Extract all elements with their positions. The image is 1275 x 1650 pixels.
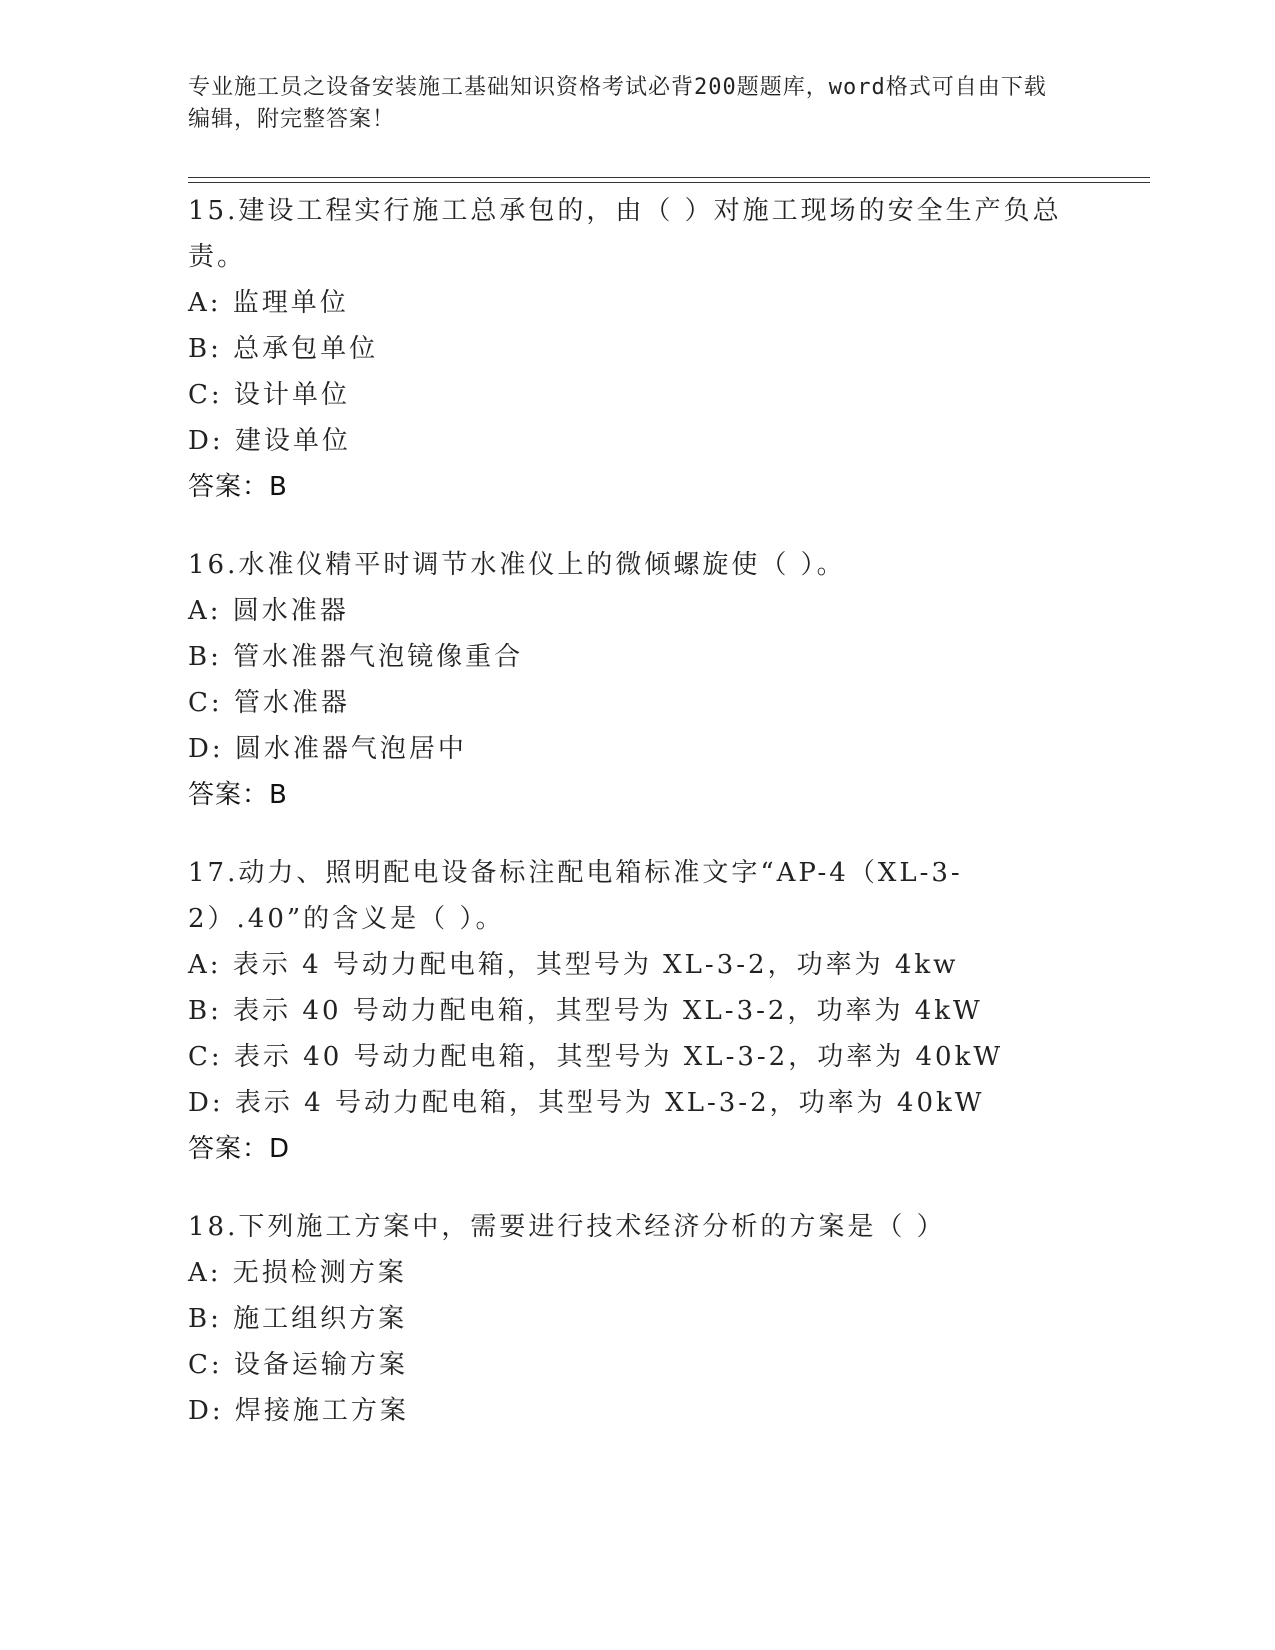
- option-b: B: 管水准器气泡镜像重合: [188, 642, 524, 672]
- question-15: [188, 188, 1088, 510]
- option-a: A: 无损检测方案: [188, 1258, 407, 1288]
- option-c: C: 设备运输方案: [188, 1350, 408, 1380]
- header-divider-top: [188, 177, 1150, 178]
- question-stem: 15.建设工程实行施工总承包的，由（ ）对施工现场的安全生产负总责。: [188, 196, 1062, 272]
- option-a: A: 监理单位: [188, 288, 349, 318]
- option-a: A: 表示 4 号动力配电箱，其型号为 XL-3-2，功率为 4kw: [188, 950, 959, 980]
- answer: 答案：D: [188, 1134, 291, 1164]
- question-stem: 16.水准仪精平时调节水准仪上的微倾螺旋使（ ）。: [188, 550, 846, 580]
- document-header: 专业施工员之设备安装施工基础知识资格考试必背200题题库，word格式可自由下载编辑，附完整答案！: [188, 75, 1047, 132]
- option-b: B: 表示 40 号动力配电箱，其型号为 XL-3-2，功率为 4kW: [188, 996, 983, 1026]
- question-list: [188, 188, 1088, 1466]
- question-stem: 17.动力、照明配电设备标注配电箱标准文字“AP-4（XL-3-2）.40”的含义是（ ）。: [188, 858, 963, 934]
- question-18: [188, 1204, 1088, 1434]
- question-17: [188, 850, 1088, 1172]
- answer: 答案：B: [188, 472, 288, 502]
- option-c: C: 管水准器: [188, 688, 350, 718]
- option-b: B: 施工组织方案: [188, 1304, 408, 1334]
- option-b: B: 总承包单位: [188, 334, 379, 364]
- option-d: D: 建设单位: [188, 426, 351, 456]
- option-a: A: 圆水准器: [188, 596, 349, 626]
- answer: 答案：B: [188, 780, 288, 810]
- option-c: C: 设计单位: [188, 380, 350, 410]
- option-d: D: 表示 4 号动力配电箱，其型号为 XL-3-2，功率为 40kW: [188, 1088, 985, 1118]
- question-stem: 18.下列施工方案中，需要进行技术经济分析的方案是（ ）: [188, 1212, 946, 1242]
- question-16: [188, 542, 1088, 818]
- option-d: D: 圆水准器气泡居中: [188, 734, 467, 764]
- option-d: D: 焊接施工方案: [188, 1396, 409, 1426]
- option-c: C: 表示 40 号动力配电箱，其型号为 XL-3-2，功率为 40kW: [188, 1042, 1004, 1072]
- header-divider-bottom: [188, 182, 1150, 183]
